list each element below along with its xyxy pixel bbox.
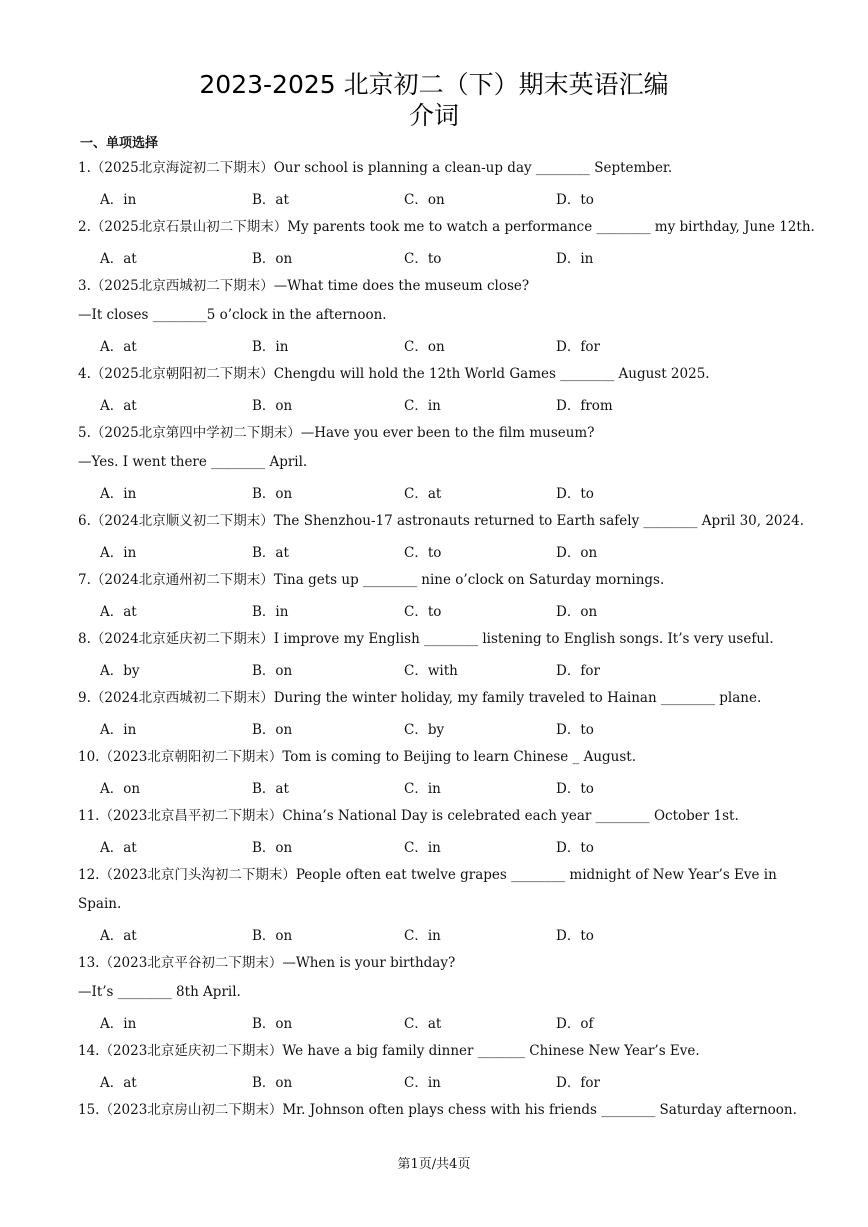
page-number: 第1页/共4页	[397, 1157, 471, 1172]
question-item	[78, 684, 798, 743]
answer-option: C．to	[404, 545, 442, 561]
answer-option: C．to	[404, 604, 442, 620]
answer-option: D．on	[556, 604, 598, 620]
question-stem: 12.（2023北京门头沟初二下期末）People often eat twelve grapes ________ midnight of New Year’s Eve in Spain.	[78, 867, 777, 912]
answer-option: B．in	[252, 339, 289, 355]
answer-options	[78, 772, 798, 802]
answer-options	[78, 330, 798, 360]
answer-option: C．at	[404, 486, 442, 502]
answer-options	[78, 1066, 798, 1096]
answer-option: D．for	[556, 663, 600, 679]
answer-option: C．on	[404, 339, 445, 355]
question-stem: 15.（2023北京房山初二下期末）Mr. Johnson often plays chess with his friends ________ Saturday afternoon.	[78, 1102, 797, 1118]
question-item	[78, 743, 798, 802]
answer-option: A．at	[100, 251, 137, 267]
question-item	[78, 154, 798, 213]
answer-option: C．at	[404, 1016, 442, 1032]
answer-option: D．on	[556, 545, 598, 561]
question-stem: 11.（2023北京昌平初二下期末）China’s National Day is celebrated each year ________ October 1st.	[78, 808, 739, 824]
answer-option: C．in	[404, 1075, 441, 1091]
answer-option: C．in	[404, 840, 441, 856]
question-item	[78, 802, 798, 861]
question-stem: 3.（2025北京西城初二下期末）—What time does the museum close?	[78, 278, 530, 294]
answer-option: B．on	[252, 398, 293, 414]
question-dialogue-line: —It closes ________5 o’clock in the afternoon.	[78, 307, 387, 323]
answer-option: D．from	[556, 398, 613, 414]
answer-option: C．by	[404, 722, 445, 738]
answer-option: B．on	[252, 486, 293, 502]
question-stem: 1.（2025北京海淀初二下期末）Our school is planning a clean-up day ________ September.	[78, 160, 673, 176]
answer-option: D．of	[556, 1016, 594, 1032]
answer-options	[78, 713, 798, 743]
answer-option: B．at	[252, 781, 289, 797]
answer-option: A．in	[100, 1016, 137, 1032]
question-dialogue-line: —It’s ________ 8th April.	[78, 984, 241, 1000]
question-item	[78, 507, 804, 566]
answer-option: B．on	[252, 251, 293, 267]
answer-option: B．at	[252, 192, 289, 208]
answer-option: C．on	[404, 192, 445, 208]
answer-option: D．to	[556, 192, 594, 208]
question-item	[78, 213, 815, 272]
answer-option: D．to	[556, 840, 594, 856]
answer-option: A．in	[100, 722, 137, 738]
answer-option: B．in	[252, 604, 289, 620]
question-stem: 14.（2023北京延庆初二下期末）We have a big family dinner _______ Chinese New Year’s Eve.	[78, 1043, 700, 1059]
answer-option: C．to	[404, 251, 442, 267]
answer-option: D．for	[556, 339, 600, 355]
answer-option: B．at	[252, 545, 289, 561]
answer-option: A．in	[100, 486, 137, 502]
answer-option: D．for	[556, 1075, 600, 1091]
answer-option: B．on	[252, 928, 293, 944]
question-dialogue-line: —Yes. I went there ________ April.	[78, 454, 308, 470]
question-item	[78, 419, 798, 507]
answer-options	[78, 654, 798, 684]
question-stem: 8.（2024北京延庆初二下期末）I improve my English ________ listening to English songs. It’s very useful.	[78, 631, 774, 647]
answer-option: A．at	[100, 928, 137, 944]
question-item	[78, 566, 798, 625]
question-item	[78, 1037, 798, 1096]
answer-options	[78, 1007, 798, 1037]
question-stem: 5.（2025北京第四中学初二下期末）—Have you ever been to the film museum?	[78, 425, 595, 441]
answer-option: A．in	[100, 545, 137, 561]
answer-option: D．to	[556, 486, 594, 502]
answer-option: B．on	[252, 722, 293, 738]
document-title: 2023-2025 北京初二（下）期末英语汇编	[199, 70, 669, 99]
answer-options	[78, 536, 798, 566]
answer-option: A．at	[100, 339, 137, 355]
answer-option: A．in	[100, 192, 137, 208]
answer-option: B．on	[252, 663, 293, 679]
answer-options	[78, 477, 798, 507]
document-subtitle: 介词	[408, 101, 459, 130]
answer-option: A．on	[100, 781, 141, 797]
answer-options	[78, 242, 798, 272]
answer-option: A．at	[100, 604, 137, 620]
question-stem: 7.（2024北京通州初二下期末）Tina gets up ________ nine o’clock on Saturday mornings.	[78, 572, 665, 588]
question-item	[78, 360, 798, 419]
answer-option: A．at	[100, 840, 137, 856]
answer-option: A．by	[100, 663, 140, 679]
answer-option: C．in	[404, 928, 441, 944]
answer-option: D．in	[556, 251, 594, 267]
answer-options	[78, 595, 798, 625]
answer-option: C．in	[404, 781, 441, 797]
answer-option: A．at	[100, 398, 137, 414]
question-stem: 4.（2025北京朝阳初二下期末）Chengdu will hold the 12th World Games ________ August 2025.	[78, 366, 710, 382]
question-stem: 6.（2024北京顺义初二下期末）The Shenzhou-17 astronauts returned to Earth safely ________ April 30, 2024.	[78, 513, 804, 529]
answer-options	[78, 831, 798, 861]
section-heading: 一、单项选择	[80, 136, 159, 151]
answer-options	[78, 919, 798, 949]
question-item	[78, 949, 798, 1037]
answer-option: B．on	[252, 840, 293, 856]
answer-option: A．at	[100, 1075, 137, 1091]
question-item	[78, 625, 798, 684]
answer-option: B．on	[252, 1075, 293, 1091]
answer-option: C．with	[404, 663, 458, 679]
question-item	[78, 1096, 798, 1125]
answer-option: C．in	[404, 398, 441, 414]
answer-options	[78, 183, 798, 213]
question-stem: 2.（2025北京石景山初二下期末）My parents took me to watch a performance ________ my birthday, June 12th.	[78, 219, 815, 235]
question-item	[78, 861, 798, 949]
question-list	[78, 154, 815, 1125]
answer-option: B．on	[252, 1016, 293, 1032]
answer-options	[78, 389, 798, 419]
answer-option: D．to	[556, 781, 594, 797]
answer-option: D．to	[556, 722, 594, 738]
question-stem: 13.（2023北京平谷初二下期末）—When is your birthday?	[78, 955, 456, 971]
question-stem: 10.（2023北京朝阳初二下期末）Tom is coming to Beijing to learn Chinese _ August.	[78, 749, 637, 765]
question-item	[78, 272, 798, 360]
answer-option: D．to	[556, 928, 594, 944]
question-stem: 9.（2024北京西城初二下期末）During the winter holiday, my family traveled to Hainan ________ plane.	[78, 690, 762, 706]
